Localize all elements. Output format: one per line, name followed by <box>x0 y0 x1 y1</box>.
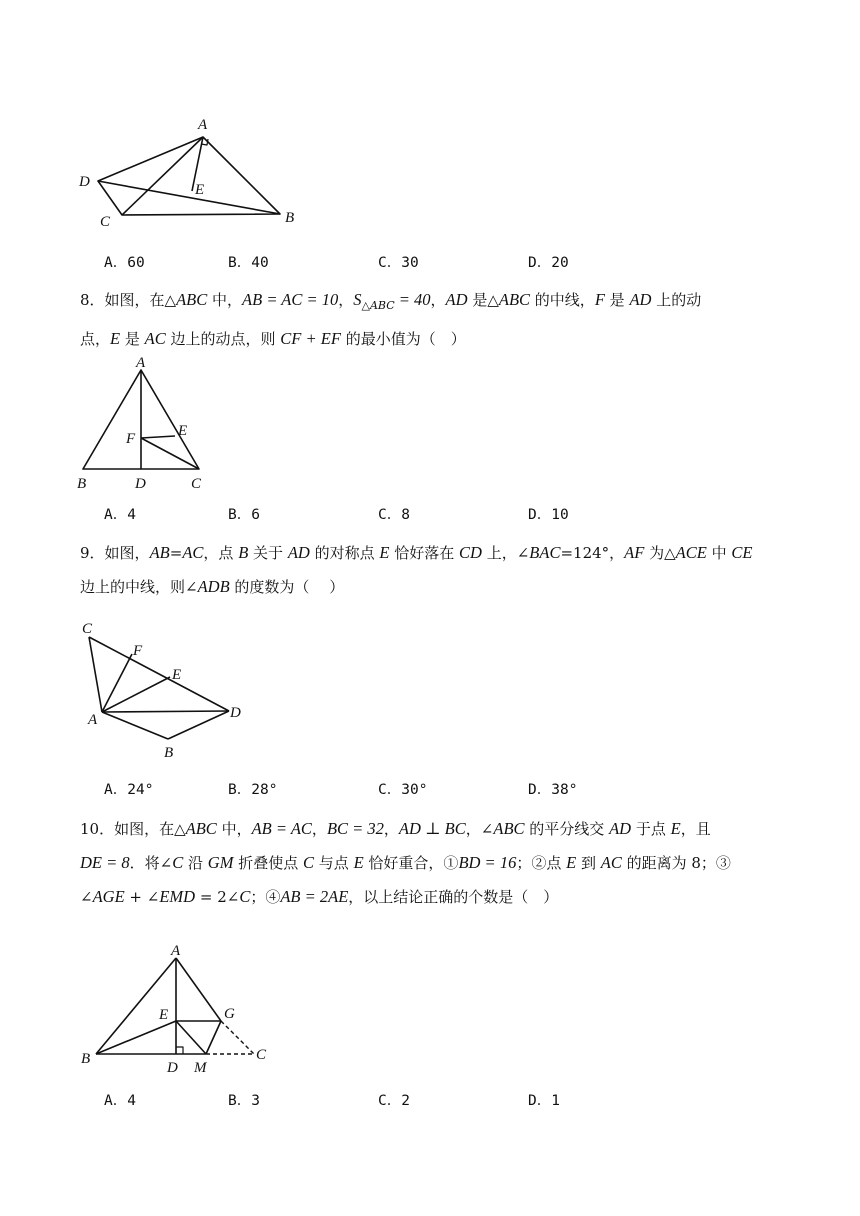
q10-text-run: 如图，在△ <box>114 820 186 838</box>
q10-math: DE = 8 <box>80 853 130 872</box>
q9-math: CE <box>731 543 753 562</box>
q9-option-a[interactable]: A．24° <box>104 782 154 798</box>
q10-math: AC <box>600 853 622 872</box>
q10-text-run: 折叠使点 <box>233 854 303 872</box>
q8-label-e: E <box>178 423 188 439</box>
q10-text-run: + ∠ <box>124 888 160 906</box>
q8-diagram <box>70 355 220 495</box>
q10-text-run: 中， <box>216 820 252 838</box>
q9-number: 9． <box>80 544 105 562</box>
q7-label-a: A <box>198 117 208 133</box>
q9-label-e: E <box>172 667 182 683</box>
q8-math: AD <box>629 290 652 309</box>
q10-math: AGE <box>92 887 125 906</box>
q10-line-1 <box>80 812 786 846</box>
q8-math: F <box>594 290 605 309</box>
q10-label-m: M <box>194 1060 207 1076</box>
q7-label-c: C <box>100 214 111 230</box>
q10-math: AD <box>609 819 632 838</box>
q10-math: C <box>303 853 315 872</box>
q9-segment-af <box>102 654 132 712</box>
q8-text-run: 上的动 <box>651 291 702 309</box>
q8-text-run: ， <box>430 291 446 309</box>
q8-figure <box>70 355 220 495</box>
q8-math: E <box>110 329 121 348</box>
q10-text-run: 恰好重合，① <box>363 854 459 872</box>
q10-math: EMD <box>159 887 196 906</box>
q8-math: AC <box>144 329 166 348</box>
q10-diagram <box>70 940 290 1080</box>
q10-line-2 <box>80 846 786 880</box>
q10-label-g: G <box>224 1006 235 1022</box>
q9-text-run: 上，∠ <box>481 544 530 562</box>
q8-text-run: 如图，在△ <box>104 291 177 309</box>
q9-label-c: C <box>82 621 93 637</box>
q9-segment-ca <box>89 637 102 712</box>
q10-math: AB = 2AE <box>280 887 349 906</box>
q8-text-run: 是△ <box>467 291 499 309</box>
q10-text-run: 于点 <box>631 820 671 838</box>
q10-text-run: ．将∠ <box>129 854 173 872</box>
q8-math: AD <box>445 290 468 309</box>
q8-math: ABC <box>498 290 531 309</box>
q9-option-d[interactable]: D．38° <box>528 782 578 798</box>
q8-label-f: F <box>126 431 136 447</box>
q10-text <box>80 812 786 914</box>
q8-label-a: A <box>136 355 146 371</box>
q9-math: AF <box>624 543 645 562</box>
q7-quadrilateral <box>98 137 280 215</box>
q9-math: AC <box>182 543 204 562</box>
q9-line-1 <box>80 536 786 570</box>
q7-option-d[interactable]: D．20 <box>528 255 569 271</box>
q9-label-a: A <box>88 712 98 728</box>
q10-segment-em <box>176 1021 206 1054</box>
q10-segment-ag <box>176 958 221 1021</box>
q8-math: CF + EF <box>280 329 341 348</box>
q10-segment-ab <box>96 958 176 1054</box>
q10-math: AB = AC <box>251 819 312 838</box>
q10-dashed-gc <box>221 1021 254 1054</box>
q10-text-run: ，以上结论正确的个数是（ ） <box>348 888 559 906</box>
q9-line-2 <box>80 570 786 604</box>
q10-math: E <box>566 853 577 872</box>
q8-label-d: D <box>135 476 146 492</box>
q10-math: E <box>670 819 681 838</box>
q10-math: E <box>353 853 364 872</box>
q9-label-f: F <box>133 643 143 659</box>
q8-text-run: 的最小值为（ ） <box>340 330 466 348</box>
q8-math: S <box>353 290 362 309</box>
q9-figure <box>70 615 260 765</box>
q9-segment-bd <box>168 711 229 739</box>
q10-segment-gm <box>206 1021 221 1054</box>
q7-options <box>104 251 824 273</box>
q10-options <box>104 1089 824 1111</box>
q8-text-run: 中， <box>207 291 243 309</box>
q10-text-run: 与点 <box>314 854 354 872</box>
q9-math: E <box>379 543 390 562</box>
q9-segment-ae <box>102 677 170 712</box>
q10-math: BC = 32 <box>326 819 384 838</box>
q10-text-run: ， <box>383 820 399 838</box>
q10-text-run: ；②点 <box>516 854 567 872</box>
q10-option-d[interactable]: D．1 <box>528 1093 560 1109</box>
q8-math-subscript: △ABC <box>361 299 395 312</box>
q8-text-run: 点， <box>80 330 111 348</box>
q8-text-run: 的中线， <box>530 291 595 309</box>
q7-diagram <box>70 110 330 235</box>
q8-text-run: 边上的动点，则 <box>165 330 281 348</box>
q10-number: 10． <box>80 820 115 838</box>
q10-math: ABC <box>493 819 525 838</box>
q8-option-d[interactable]: D．10 <box>528 507 569 523</box>
q10-line-3 <box>80 880 786 914</box>
q9-label-b: B <box>164 745 174 761</box>
q10-label-d: D <box>167 1060 178 1076</box>
q10-option-b[interactable]: B．3 <box>228 1093 260 1109</box>
q9-text-run: =124°， <box>560 544 625 562</box>
q8-label-b: B <box>77 476 87 492</box>
q9-math: BAC <box>529 543 561 562</box>
q9-segment-ab <box>102 712 168 739</box>
q10-text-run: ∠ <box>80 888 93 906</box>
q9-math: AD <box>287 543 310 562</box>
q8-text <box>80 283 786 356</box>
q7-option-b[interactable]: B．40 <box>228 255 269 271</box>
q8-options <box>104 503 824 525</box>
q10-text-run: 到 <box>576 854 601 872</box>
q8-line-2 <box>80 322 786 356</box>
q8-option-c[interactable]: C．8 <box>378 507 410 523</box>
q10-text-run: ， <box>311 820 327 838</box>
q8-option-a[interactable]: A．4 <box>104 507 136 523</box>
q8-line-1 <box>80 283 786 322</box>
q10-text-run: ，∠ <box>465 820 494 838</box>
q10-option-c[interactable]: C．2 <box>378 1093 410 1109</box>
q9-math: AB <box>149 543 170 562</box>
q9-label-d: D <box>230 705 241 721</box>
q10-text-run: 的距离为 8；③ <box>621 854 731 872</box>
q10-math: C <box>239 887 251 906</box>
q10-figure <box>70 940 290 1080</box>
q10-segment-be <box>96 1021 176 1054</box>
q9-math: ACE <box>675 543 707 562</box>
q9-text-run: = <box>169 544 183 562</box>
q10-math: BD = 16 <box>458 853 517 872</box>
q10-label-c: C <box>256 1047 267 1063</box>
q7-option-c[interactable]: C．30 <box>378 255 419 271</box>
q10-label-a: A <box>171 943 181 959</box>
q9-text-run: 中 <box>706 544 732 562</box>
q9-math: ADB <box>197 577 230 596</box>
q7-label-b: B <box>285 210 295 226</box>
q8-text-run: 是 <box>120 330 145 348</box>
q7-label-d: D <box>79 174 90 190</box>
q9-text <box>80 536 786 604</box>
q10-text-run: ；④ <box>250 888 281 906</box>
q10-label-b: B <box>81 1051 91 1067</box>
q9-options <box>104 778 824 800</box>
q9-text-run: 为△ <box>644 544 676 562</box>
q8-text-run: 是 <box>604 291 630 309</box>
q8-option-b[interactable]: B．6 <box>228 507 260 523</box>
q10-label-e: E <box>159 1007 169 1023</box>
q8-math: = 40 <box>394 290 431 309</box>
q10-right-angle-mark <box>176 1047 183 1054</box>
q10-math: AD ⊥ BC <box>398 819 466 838</box>
q8-number: 8． <box>80 291 105 309</box>
q7-label-e: E <box>195 182 205 198</box>
q10-text-run: 沿 <box>183 854 208 872</box>
q10-option-a[interactable]: A．4 <box>104 1093 136 1109</box>
q10-text-run: = 2∠ <box>195 888 240 906</box>
q9-text-run: 恰好落在 <box>389 544 460 562</box>
q8-math: AB = AC = 10 <box>242 290 339 309</box>
q10-math: ABC <box>185 819 217 838</box>
q9-math: CD <box>459 543 482 562</box>
q9-segment-ad <box>102 711 229 712</box>
q10-math: C <box>172 853 184 872</box>
q10-text-run: ，且 <box>680 820 711 838</box>
q9-text-run: ，点 <box>203 544 239 562</box>
q9-text-run: 边上的中线，则∠ <box>80 578 198 596</box>
q9-option-b[interactable]: B．28° <box>228 782 278 798</box>
q8-label-c: C <box>191 476 202 492</box>
q9-text-run: 的度数为（ ） <box>229 578 345 596</box>
q9-text-run: 如图， <box>104 544 150 562</box>
q9-option-c[interactable]: C．30° <box>378 782 428 798</box>
q7-figure <box>70 110 330 235</box>
q7-segment-ac <box>122 137 203 215</box>
q8-segment-fe <box>141 436 175 438</box>
q9-segment-cd <box>89 637 229 711</box>
q10-math: GM <box>207 853 234 872</box>
q9-diagram <box>70 615 260 765</box>
q9-text-run: 的对称点 <box>309 544 380 562</box>
q9-text-run: 关于 <box>248 544 288 562</box>
q7-option-a[interactable]: A．60 <box>104 255 145 271</box>
q10-text-run: 的平分线交 <box>524 820 610 838</box>
q8-math: ABC <box>176 290 208 309</box>
q9-math: B <box>238 543 249 562</box>
q8-text-run: ， <box>338 291 354 309</box>
